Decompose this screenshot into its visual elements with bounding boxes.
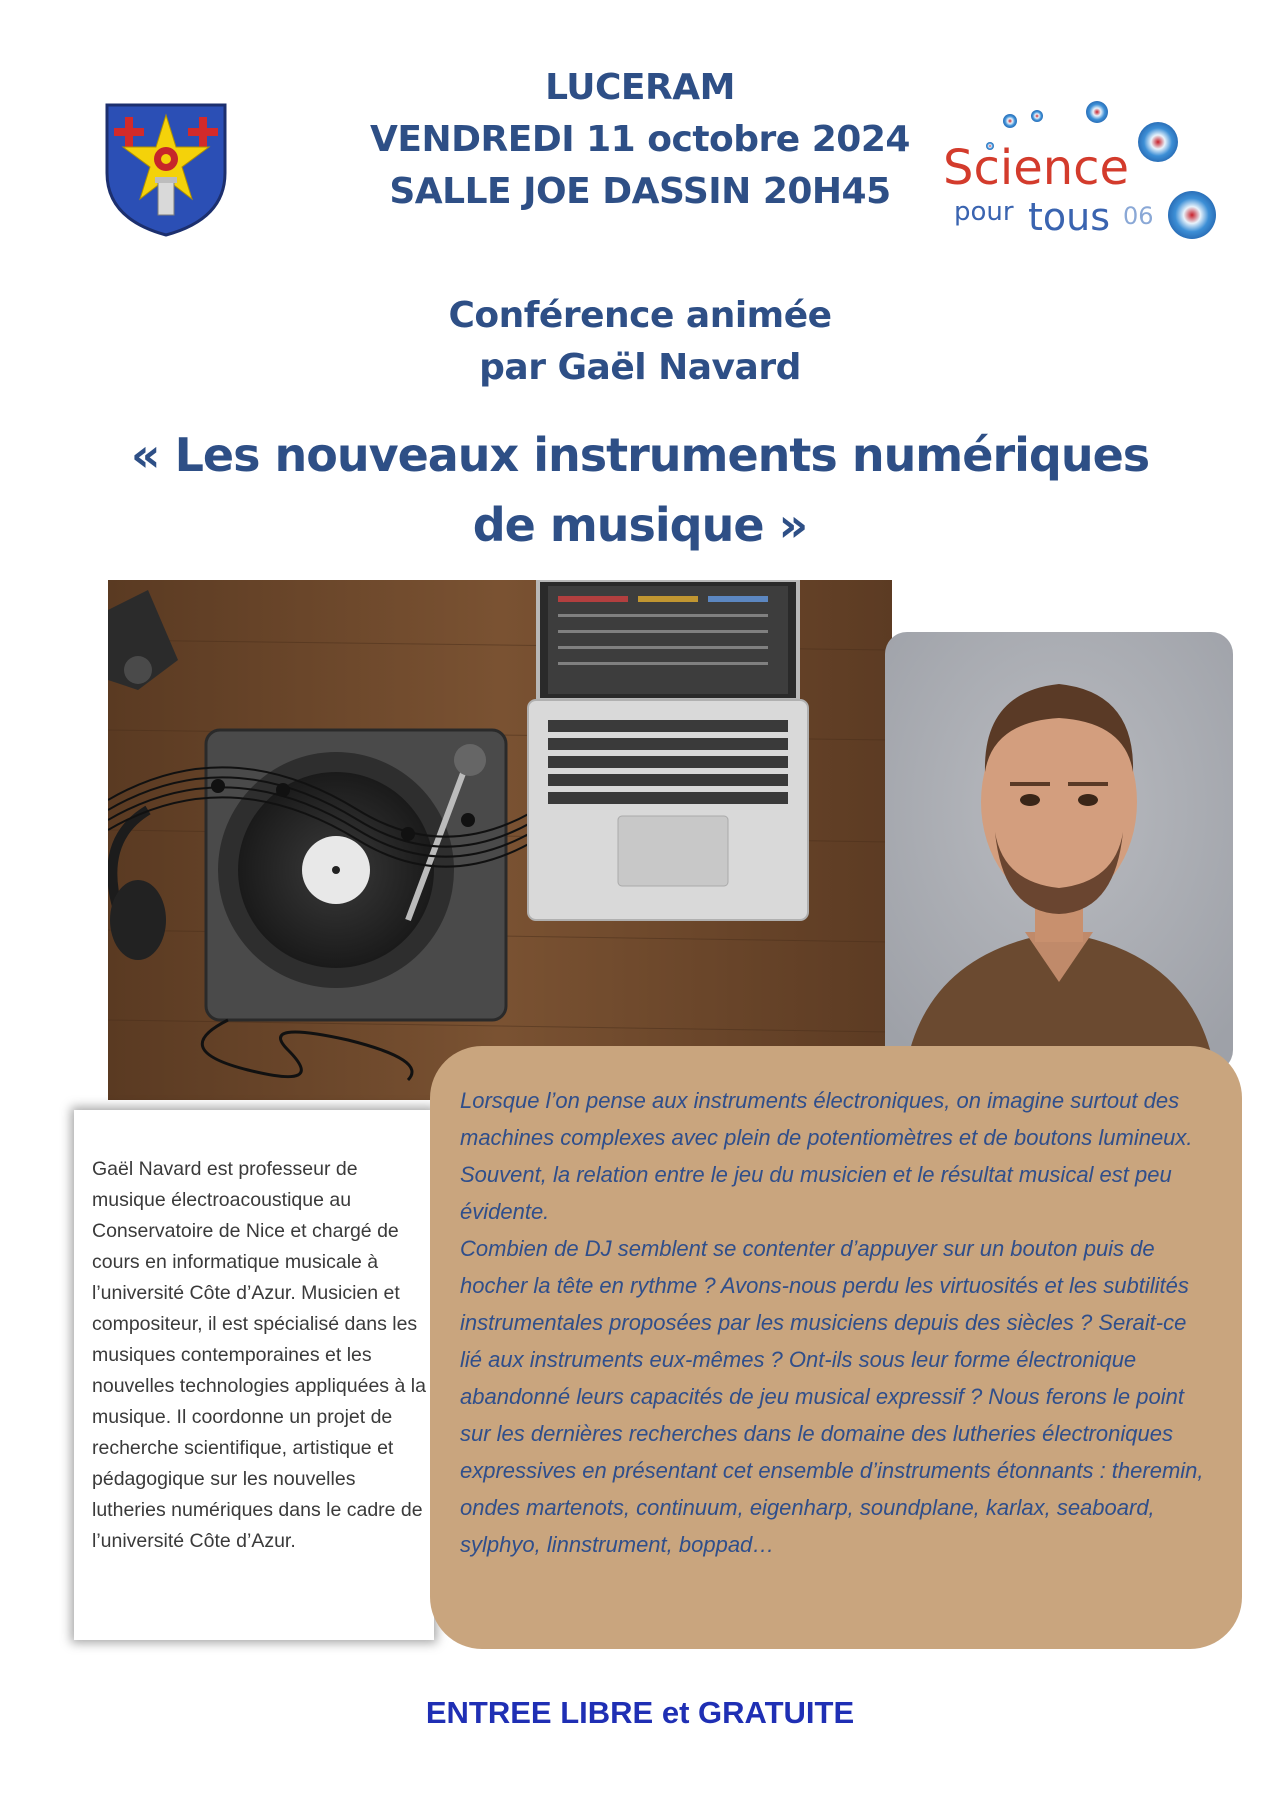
- speaker-bio-text: Gaël Navard est professeur de musique électroacoustique au Conservatoire de Nice et chargé de cours en informatique musicale à l’université Côte d’Azur. Musicien et compositeur, il est spécialisé dans les musiques contemporaines et les nouvelles technologies appliquées à la musique. Il coordonne un projet de recherche scientifique, artistique et pédagogique sur les nouvelles lutheries numériques dans le cadre de l’université Côte d’Azur.: [92, 1158, 426, 1552]
- luceram-coat-of-arms-icon: [103, 101, 229, 237]
- description-paragraph-2: Combien de DJ semblent se contenter d’appuyer sur un bouton puis de hocher la tête en rythme ? Avons-nous perdu les virtuosités et les subtilités instrumentales proposées par les musiciens depuis des siècles ? Serait-ce lié aux instruments eux-mêmes ? Ont-ils sous leur forme électronique abandonné leurs capacités de jeu musical expressif ? Nous ferons le point sur les dernières recherches dans le domaine des lutheries électroniques expressives en présentant cet ensemble d’instruments étonnants : theremin, ondes martenots, continuum, eigenharp, soundplane, karlax, seaboard, sylphyo, linnstrument, boppad…: [460, 1236, 1204, 1557]
- description-paragraph-1: Lorsque l’on pense aux instruments électroniques, on imagine surtout des machines complexes avec plein de potentiomètres et de boutons lumineux. Souvent, la relation entre le jeu du musicien et le résultat musical est peu évidente.: [460, 1088, 1193, 1224]
- conference-title: [80, 420, 1200, 560]
- free-entry-notice: ENTREE LIBRE et GRATUITE: [425, 1695, 855, 1730]
- speaker-bio-box: [74, 1110, 434, 1640]
- logo-pour-text: pour: [954, 197, 1014, 227]
- studio-desk-photo: [108, 580, 892, 1100]
- event-header: [300, 62, 980, 218]
- speaker-portrait-photo: [885, 632, 1233, 1072]
- science-pour-tous-logo: [930, 92, 1230, 242]
- logo-num-text: 06: [1123, 202, 1154, 230]
- title-line-2: de musique »: [472, 498, 808, 552]
- event-date: VENDREDI 11 octobre 2024: [370, 119, 910, 160]
- logo-science-text: Science: [943, 140, 1130, 196]
- conference-line-1: Conférence animée: [448, 295, 832, 336]
- conference-line-2: par Gaël Navard: [479, 347, 801, 388]
- event-venue-time: SALLE JOE DASSIN 20H45: [389, 171, 891, 212]
- event-town: LUCERAM: [545, 67, 735, 108]
- conference-description-box: [430, 1046, 1242, 1649]
- logo-tous-text: tous: [1028, 195, 1111, 239]
- title-line-1: « Les nouveaux instruments numériques: [130, 428, 1150, 482]
- conference-presenter: [300, 290, 980, 394]
